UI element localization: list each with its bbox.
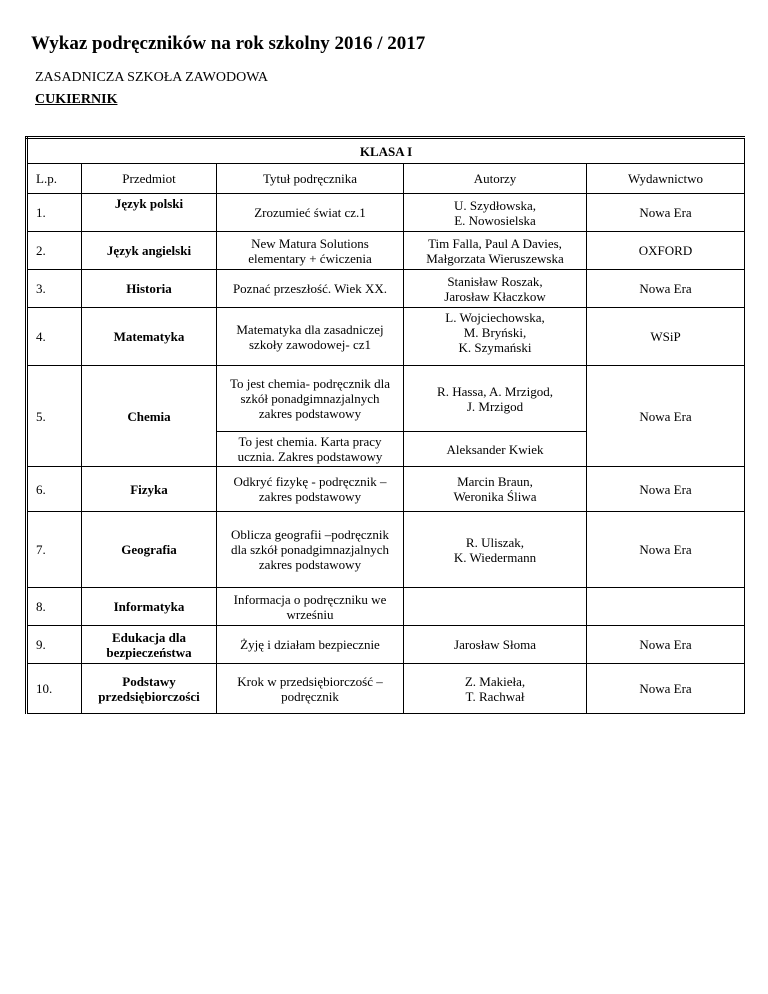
header-lp: L.p. bbox=[27, 164, 82, 194]
row-lp: 8. bbox=[27, 588, 82, 626]
row-publisher: Nowa Era bbox=[587, 270, 745, 308]
table-row bbox=[27, 270, 745, 308]
row-subject: Matematyka bbox=[82, 308, 217, 366]
row-authors: R. Uliszak, K. Wiedermann bbox=[404, 512, 587, 588]
row-lp: 1. bbox=[27, 194, 82, 232]
row-publisher: Nowa Era bbox=[587, 664, 745, 714]
table-row bbox=[27, 626, 745, 664]
row-publisher: WSiP bbox=[587, 308, 745, 366]
row-title: To jest chemia- podręcznik dla szkół ponadgimnazjalnych zakres podstawowy bbox=[217, 366, 404, 432]
header-subject: Przedmiot bbox=[82, 164, 217, 194]
row-lp: 2. bbox=[27, 232, 82, 270]
row-subject: Język polski bbox=[82, 194, 217, 232]
school-type: ZASADNICZA SZKOŁA ZAWODOWA bbox=[35, 70, 268, 85]
row-title: Matematyka dla zasadniczej szkoły zawodowej- cz1 bbox=[217, 308, 404, 366]
row-subject: Informatyka bbox=[82, 588, 217, 626]
row-authors: U. Szydłowska, E. Nowosielska bbox=[404, 194, 587, 232]
row-authors: R. Hassa, A. Mrzigod, J. Mrzigod bbox=[404, 366, 587, 432]
textbook-table bbox=[25, 136, 745, 714]
row-title: Odkryć fizykę - podręcznik – zakres podstawowy bbox=[217, 467, 404, 512]
class-title: KLASA I bbox=[27, 138, 745, 164]
row-subject: Chemia bbox=[82, 366, 217, 467]
table-row bbox=[27, 512, 745, 588]
row-lp: 9. bbox=[27, 626, 82, 664]
row-title: Zrozumieć świat cz.1 bbox=[217, 194, 404, 232]
table-row bbox=[27, 308, 745, 366]
row-title: Informacja o podręczniku we wrześniu bbox=[217, 588, 404, 626]
header-authors: Autorzy bbox=[404, 164, 587, 194]
row-subject: Fizyka bbox=[82, 467, 217, 512]
row-lp: 5. bbox=[27, 366, 82, 467]
row-publisher: Nowa Era bbox=[587, 467, 745, 512]
table-row bbox=[27, 194, 745, 232]
page-title: Wykaz podręczników na rok szkolny 2016 / 2017 bbox=[31, 33, 426, 54]
row-publisher: Nowa Era bbox=[587, 626, 745, 664]
row-subject: Język angielski bbox=[82, 232, 217, 270]
row-lp: 6. bbox=[27, 467, 82, 512]
row-title: Krok w przedsiębiorczość – podręcznik bbox=[217, 664, 404, 714]
table-row bbox=[27, 588, 745, 626]
row-subject: Edukacja dla bezpieczeństwa bbox=[82, 626, 217, 664]
row-authors: Tim Falla, Paul A Davies, Małgorzata Wieruszewska bbox=[404, 232, 587, 270]
row-publisher: Nowa Era bbox=[587, 512, 745, 588]
row-subject: Podstawy przedsiębiorczości bbox=[82, 664, 217, 714]
row-title-workbook: To jest chemia. Karta pracy ucznia. Zakres podstawowy bbox=[217, 432, 404, 467]
row-authors: Marcin Braun, Weronika Śliwa bbox=[404, 467, 587, 512]
row-lp: 10. bbox=[27, 664, 82, 714]
row-publisher bbox=[587, 588, 745, 626]
table-row bbox=[27, 467, 745, 512]
row-title: Oblicza geografii –podręcznik dla szkół ponadgimnazjalnych zakres podstawowy bbox=[217, 512, 404, 588]
row-publisher: Nowa Era bbox=[587, 366, 745, 467]
row-publisher: OXFORD bbox=[587, 232, 745, 270]
row-lp: 7. bbox=[27, 512, 82, 588]
table-row bbox=[27, 232, 745, 270]
row-lp: 4. bbox=[27, 308, 82, 366]
row-authors-workbook: Aleksander Kwiek bbox=[404, 432, 587, 467]
row-title: Żyję i działam bezpiecznie bbox=[217, 626, 404, 664]
row-lp: 3. bbox=[27, 270, 82, 308]
table-row bbox=[27, 366, 745, 432]
row-authors: Jarosław Słoma bbox=[404, 626, 587, 664]
row-publisher: Nowa Era bbox=[587, 194, 745, 232]
table-header-row bbox=[27, 164, 745, 194]
row-authors bbox=[404, 588, 587, 626]
row-title: Poznać przeszłość. Wiek XX. bbox=[217, 270, 404, 308]
row-authors: Z. Makieła, T. Rachwał bbox=[404, 664, 587, 714]
header-publisher: Wydawnictwo bbox=[587, 164, 745, 194]
row-subject: Geografia bbox=[82, 512, 217, 588]
row-subject: Historia bbox=[82, 270, 217, 308]
header-title: Tytuł podręcznika bbox=[217, 164, 404, 194]
row-authors: Stanisław Roszak, Jarosław Kłaczkow bbox=[404, 270, 587, 308]
table-row bbox=[27, 664, 745, 714]
row-authors: L. Wojciechowska, M. Bryński, K. Szymański bbox=[404, 308, 587, 366]
profession-name: CUKIERNIK bbox=[35, 92, 118, 107]
row-title: New Matura Solutions elementary + ćwiczenia bbox=[217, 232, 404, 270]
